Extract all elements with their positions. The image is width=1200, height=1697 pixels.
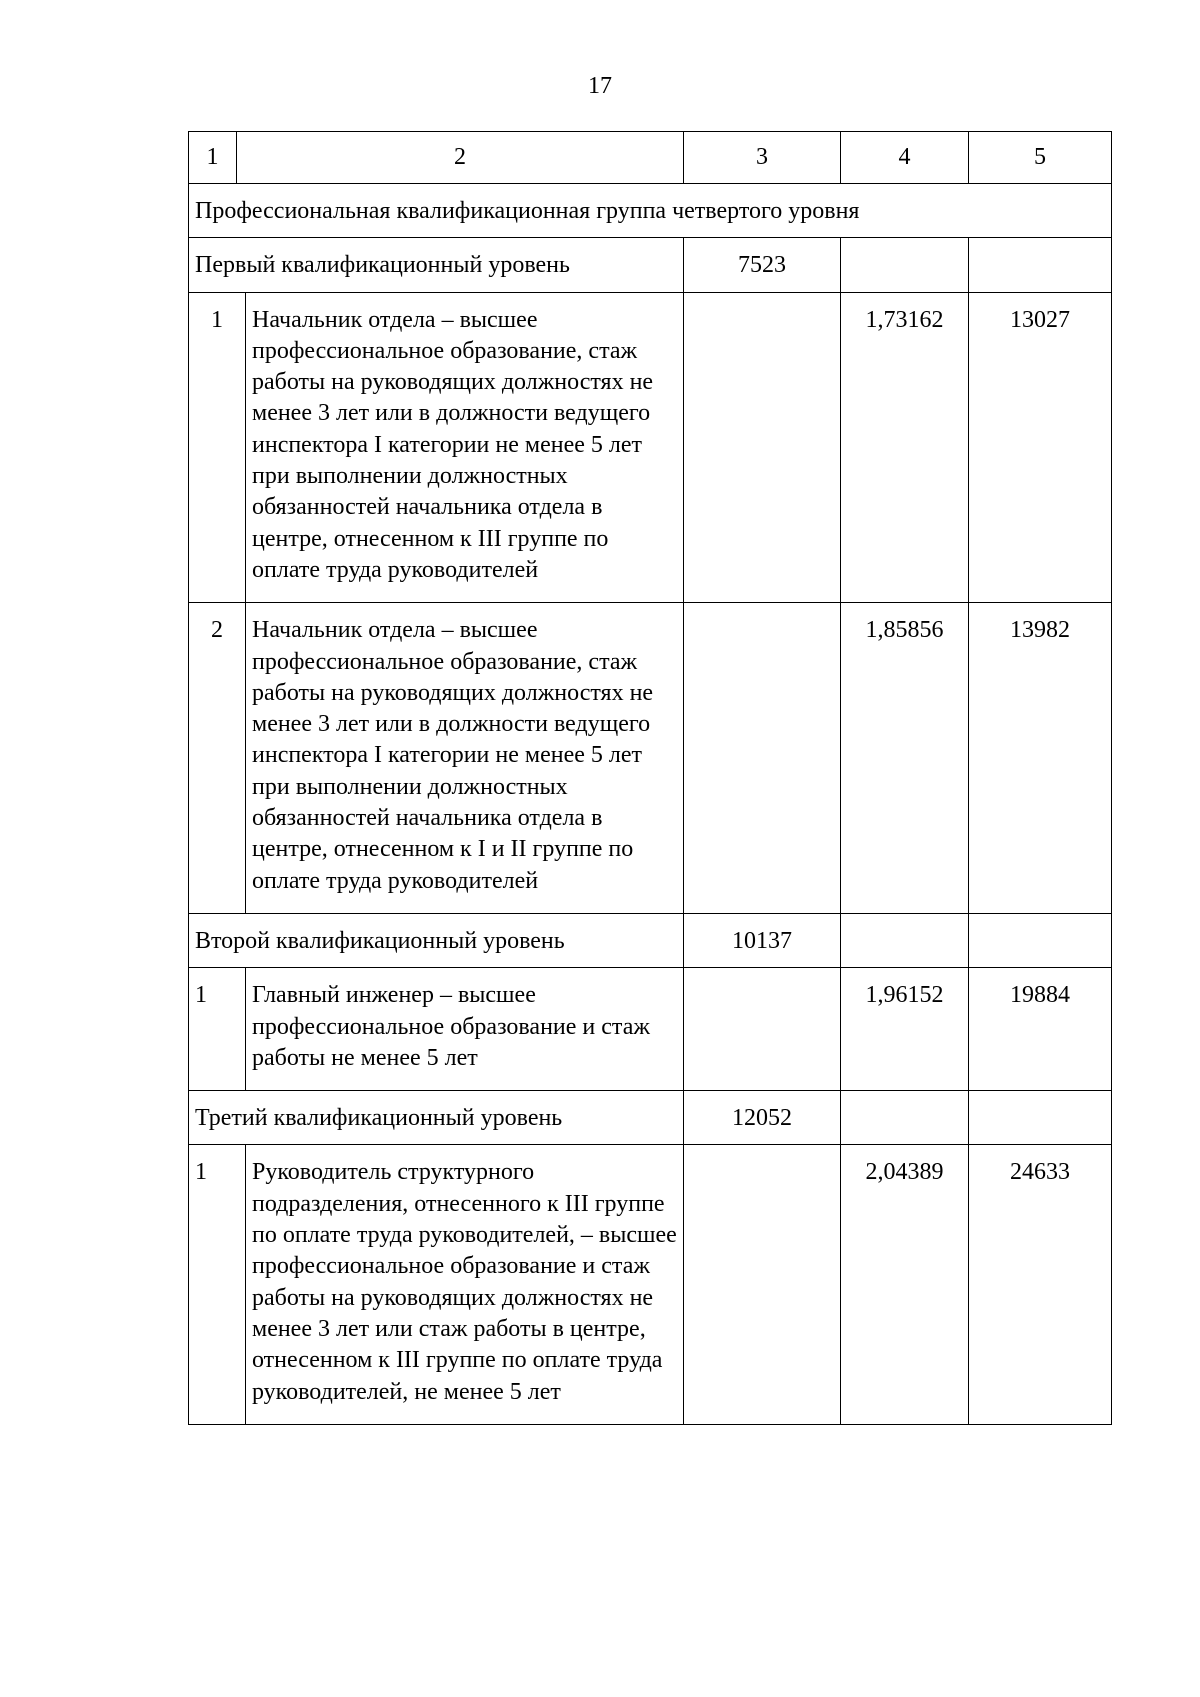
row-empty-cell xyxy=(684,292,841,603)
level-base-salary: 12052 xyxy=(684,1091,841,1145)
row-description: Начальник отдела – высшее профессиональное образование, стаж работы на руководящих должностях не менее 3 лет или в должности ведущего инспектора I категории не менее 5 лет при выполнении должностных обязанностей начальника отдела в центре, отнесенном к III группе по оплате труда руководителей xyxy=(246,292,684,603)
salary-table xyxy=(188,131,1112,1425)
row-salary: 13027 xyxy=(969,292,1112,603)
row-empty-cell xyxy=(684,968,841,1091)
level-title: Первый квалификационный уровень xyxy=(189,238,684,292)
level-base-salary: 7523 xyxy=(684,238,841,292)
level-base-salary: 10137 xyxy=(684,913,841,967)
row-empty-cell xyxy=(684,1145,841,1424)
row-index: 1 xyxy=(189,292,246,603)
level-row xyxy=(189,238,1112,292)
row-index: 1 xyxy=(189,968,246,1091)
level-empty-cell xyxy=(841,1091,969,1145)
level-row xyxy=(189,1091,1112,1145)
header-col-2: 2 xyxy=(237,132,684,184)
row-index: 1 xyxy=(189,1145,246,1424)
level-empty-cell xyxy=(841,238,969,292)
level-title: Второй квалификационный уровень xyxy=(189,913,684,967)
header-col-4: 4 xyxy=(841,132,969,184)
level-empty-cell xyxy=(969,1091,1112,1145)
row-description: Начальник отдела – высшее профессиональное образование, стаж работы на руководящих должностях не менее 3 лет или в должности ведущего инспектора I категории не менее 5 лет при выполнении должностных обязанностей начальника отдела в центре, отнесенном к I и II группе по оплате труда руководителей xyxy=(246,603,684,914)
row-index: 2 xyxy=(189,603,246,914)
header-col-5: 5 xyxy=(969,132,1112,184)
table-row xyxy=(189,1145,1112,1424)
group-title: Профессиональная квалификационная группа четвертого уровня xyxy=(189,184,1112,238)
page-number: 17 xyxy=(588,73,612,99)
table-header-row xyxy=(189,132,1112,184)
level-row xyxy=(189,913,1112,967)
level-empty-cell xyxy=(841,913,969,967)
table-row xyxy=(189,292,1112,603)
row-salary: 24633 xyxy=(969,1145,1112,1424)
row-description: Руководитель структурного подразделения, отнесенного к III группе по оплате труда руководителей, – высшее профессиональное образование и стаж работы на руководящих должностях не менее 3 лет или стаж работы в центре, отнесенном к III группе по оплате труда руководителей, не менее 5 лет xyxy=(246,1145,684,1424)
row-description: Главный инженер – высшее профессиональное образование и стаж работы не менее 5 лет xyxy=(246,968,684,1091)
group-title-row xyxy=(189,184,1112,238)
table-row xyxy=(189,968,1112,1091)
row-coefficient: 1,85856 xyxy=(841,603,969,914)
row-coefficient: 2,04389 xyxy=(841,1145,969,1424)
row-salary: 13982 xyxy=(969,603,1112,914)
row-coefficient: 1,73162 xyxy=(841,292,969,603)
header-col-3: 3 xyxy=(684,132,841,184)
level-empty-cell xyxy=(969,913,1112,967)
level-empty-cell xyxy=(969,238,1112,292)
row-coefficient: 1,96152 xyxy=(841,968,969,1091)
row-salary: 19884 xyxy=(969,968,1112,1091)
level-title: Третий квалификационный уровень xyxy=(189,1091,684,1145)
table-row xyxy=(189,603,1112,914)
row-empty-cell xyxy=(684,603,841,914)
header-col-1: 1 xyxy=(189,132,237,184)
